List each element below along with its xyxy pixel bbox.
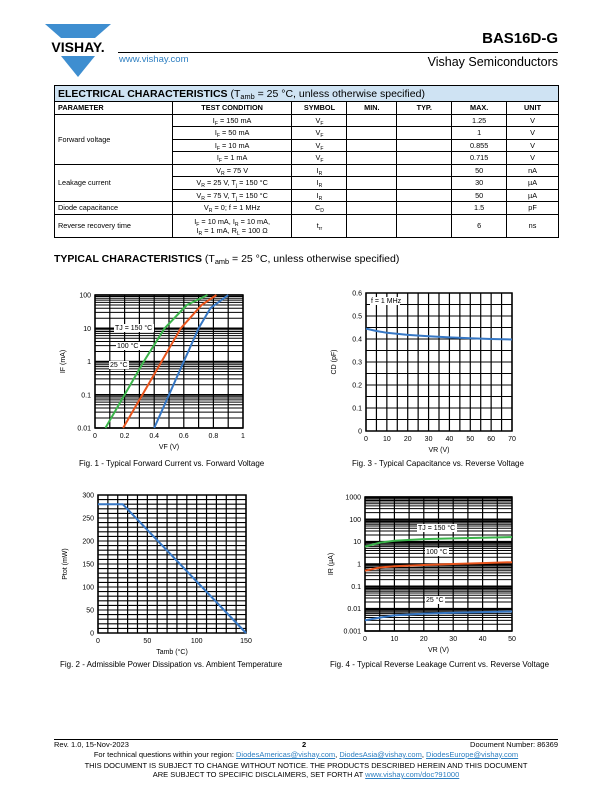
curve-annotation: TJ = 150 °C xyxy=(418,525,456,532)
fig4-caption: Fig. 4 - Typical Reverse Leakage Current vs. Reverse Voltage xyxy=(330,660,550,669)
curve-annotation: TJ = 150 °C xyxy=(115,325,153,332)
col-header-symbol: SYMBOL xyxy=(292,102,347,115)
max-value: 50 xyxy=(452,164,507,177)
x-tick-label: 10 xyxy=(382,436,391,443)
x-tick-label: 0.2 xyxy=(119,433,130,440)
table-row xyxy=(55,214,559,237)
unit: ns xyxy=(507,214,559,237)
param-diode-capacitance: Diode capacitance xyxy=(55,202,173,215)
y-tick-label: 1 xyxy=(87,359,91,366)
x-tick-label: 0.8 xyxy=(208,433,219,440)
condition: $V_R = 75$ V, $T_j = 150$ °C xyxy=(172,189,292,202)
symbol: $V_F$ xyxy=(292,152,347,165)
x-tick-label: 100 xyxy=(190,638,203,645)
curve-annotation: 25 °C xyxy=(110,362,128,369)
unit: pF xyxy=(507,202,559,215)
revision: Rev. 1.0, 15-Nov-2023 xyxy=(54,740,129,749)
x-tick-label: 0 xyxy=(93,433,97,440)
condition: $V_R = 75$ V xyxy=(172,164,292,177)
max-value: 0.855 xyxy=(452,139,507,152)
disclaimer-link[interactable]: www.vishay.com/doc?91000 xyxy=(365,770,460,779)
x-tick-label: 30 xyxy=(424,436,433,443)
x-tick-label: 0 xyxy=(96,638,100,645)
x-tick-label: 70 xyxy=(508,436,516,443)
x-tick-label: 150 xyxy=(240,638,252,645)
email-americas-link[interactable]: DiodesAmericas@vishay.com xyxy=(236,750,336,759)
condition: $I_F = 1$ mA xyxy=(172,152,292,165)
y-tick-label: 0.5 xyxy=(352,313,362,321)
param-reverse-recovery-time: Reverse recovery time xyxy=(55,214,173,237)
table-row xyxy=(55,202,559,215)
y-tick-label: 100 xyxy=(79,292,91,300)
y-axis-label: Ptot (mW) xyxy=(62,548,69,580)
x-tick-label: 0.6 xyxy=(178,433,189,440)
unit: V xyxy=(507,152,559,165)
y-tick-label: 10 xyxy=(353,539,361,547)
max-value: 0.715 xyxy=(452,152,507,165)
symbol: $V_F$ xyxy=(292,127,347,140)
chart-grid xyxy=(366,293,512,431)
disclaimer-line-1: THIS DOCUMENT IS SUBJECT TO CHANGE WITHOUT NOTICE. THE PRODUCTS DESCRIBED HEREIN AND THIS DOCUMENT xyxy=(84,761,528,770)
electrical-characteristics-table xyxy=(54,85,559,238)
y-tick-label: 1 xyxy=(357,561,361,569)
max-value: 1.25 xyxy=(452,114,507,127)
y-tick-label: 0.6 xyxy=(352,290,362,298)
curve-annotation: 100 °C xyxy=(117,343,139,350)
y-tick-label: 0 xyxy=(90,630,94,638)
symbol: $I_R$ xyxy=(292,164,347,177)
y-tick-label: 0.3 xyxy=(352,359,362,367)
y-tick-label: 150 xyxy=(82,561,94,569)
col-header-test-condition: TEST CONDITION xyxy=(172,102,292,115)
symbol: $t_{rr}$ xyxy=(292,214,347,237)
unit: V xyxy=(507,114,559,127)
symbol: $C_D$ xyxy=(292,202,347,215)
condition: $V_R = 0$; f = 1 MHz xyxy=(172,202,292,215)
document-number: Document Number: 86369 xyxy=(470,740,558,749)
x-tick-label: 0.4 xyxy=(149,433,160,440)
symbol: $I_R$ xyxy=(292,177,347,190)
y-axis-label: CD (pF) xyxy=(331,349,338,375)
x-tick-label: 10 xyxy=(390,636,399,643)
x-tick-label: 50 xyxy=(508,636,516,643)
y-tick-label: 0.1 xyxy=(81,392,91,400)
curve-annotation: f = 1 MHz xyxy=(371,298,402,305)
curve-annotation: 25 °C xyxy=(426,597,444,604)
fig3-caption: Fig. 3 - Typical Capacitance vs. Reverse Voltage xyxy=(352,459,524,468)
disclaimer-line-2: ARE SUBJECT TO SPECIFIC DISCLAIMERS, SET FORTH AT www.vishay.com/doc?91000 xyxy=(152,770,460,779)
svg-text:VISHAY.: VISHAY. xyxy=(51,39,105,55)
x-tick-label: 20 xyxy=(403,436,412,443)
company-name: Vishay Semiconductors xyxy=(427,55,558,69)
y-tick-label: 0.01 xyxy=(347,606,361,614)
x-axis-label: Tamb (°C) xyxy=(156,649,188,656)
y-tick-label: 100 xyxy=(82,584,94,592)
symbol: $I_R$ xyxy=(292,189,347,202)
page-number: 2 xyxy=(302,740,307,749)
max-value: 1.5 xyxy=(452,202,507,215)
y-tick-label: 1000 xyxy=(345,494,361,502)
y-tick-label: 0.001 xyxy=(343,628,361,636)
x-tick-label: 1 xyxy=(241,433,245,440)
x-axis-label: VR (V) xyxy=(428,447,450,454)
condition: $I_F = 150$ mA xyxy=(172,114,292,127)
y-tick-label: 0.01 xyxy=(77,425,91,433)
y-tick-label: 10 xyxy=(83,325,91,333)
y-tick-label: 50 xyxy=(86,607,94,615)
param-forward-voltage: Forward voltage xyxy=(55,114,173,164)
condition: $I_F = 50$ mA xyxy=(172,127,292,140)
x-axis-label: VR (V) xyxy=(428,647,449,654)
symbol: $V_F$ xyxy=(292,139,347,152)
tech-questions-line: For technical questions within your region: DiodesAmericas@vishay.com, DiodesAsia@vishay.com, DiodesEurope@vishay.com xyxy=(93,750,519,759)
chart-grid xyxy=(98,495,246,633)
typical-characteristics-title: TYPICAL CHARACTERISTICS ($T_{amb} = 25$ °C, unless otherwise specified) xyxy=(54,253,400,266)
col-header-unit: UNIT xyxy=(507,102,559,115)
unit: V xyxy=(507,139,559,152)
website-link[interactable]: www.vishay.com xyxy=(119,54,189,65)
y-tick-label: 0 xyxy=(358,428,362,436)
col-header-max: MAX. xyxy=(452,102,507,115)
x-tick-label: 20 xyxy=(419,636,428,643)
y-tick-label: 300 xyxy=(82,492,94,500)
header-divider xyxy=(118,52,558,53)
max-value: 1 xyxy=(452,127,507,140)
unit: V xyxy=(507,127,559,140)
x-axis-label: VF (V) xyxy=(158,444,180,451)
unit: µA xyxy=(507,177,559,190)
x-tick-label: 50 xyxy=(466,436,475,443)
y-tick-label: 0.1 xyxy=(352,405,362,413)
fig3-capacitance-chart xyxy=(330,288,530,453)
condition: $I_F = 10$ mA xyxy=(172,139,292,152)
table-row xyxy=(55,114,559,127)
col-header-typ: TYP. xyxy=(397,102,452,115)
col-header-parameter: PARAMETER xyxy=(55,102,173,115)
table-header-row xyxy=(55,102,559,115)
fig2-caption: Fig. 2 - Admissible Power Dissipation vs. Ambient Temperature xyxy=(60,660,283,669)
max-value: 6 xyxy=(452,214,507,237)
x-tick-label: 0 xyxy=(363,636,367,643)
curve-annotation: 100 °C xyxy=(426,549,448,556)
condition: $I_F = 10$ mA, $I_R = 10$ mA, $I_R = 1$ mA, $R_L = 100$ Ω xyxy=(172,214,292,237)
x-tick-label: 30 xyxy=(449,636,458,643)
y-tick-label: 250 xyxy=(82,515,94,523)
y-axis-label: IR (µA) xyxy=(328,552,335,576)
x-tick-label: 60 xyxy=(487,436,496,443)
email-europe-link[interactable]: DiodesEurope@vishay.com xyxy=(426,750,519,759)
y-axis-label: IF (mA) xyxy=(60,349,67,374)
table-row xyxy=(55,164,559,177)
fig4-reverse-leakage-chart xyxy=(325,488,525,653)
fig1-caption: Fig. 1 - Typical Forward Current vs. Forward Voltage xyxy=(79,459,265,468)
y-tick-label: 0.4 xyxy=(352,336,362,344)
symbol: $V_F$ xyxy=(292,114,347,127)
y-tick-label: 0.1 xyxy=(351,583,361,591)
x-tick-label: 50 xyxy=(143,638,152,645)
col-header-min: MIN. xyxy=(347,102,397,115)
table-title: ELECTRICAL CHARACTERISTICS xyxy=(58,87,228,100)
max-value: 30 xyxy=(452,177,507,190)
x-tick-label: 40 xyxy=(478,636,487,643)
unit: µA xyxy=(507,189,559,202)
x-tick-label: 40 xyxy=(445,436,454,443)
part-number: BAS16D-G xyxy=(482,30,558,47)
max-value: 50 xyxy=(452,189,507,202)
y-tick-label: 0.2 xyxy=(352,382,362,390)
condition: $V_R = 25$ V, $T_j = 150$ °C xyxy=(172,177,292,190)
table-title-band: ELECTRICAL CHARACTERISTICS ($T_{amb} = 25$ °C, unless otherwise specified) xyxy=(55,86,559,102)
email-asia-link[interactable]: DiodesAsia@vishay.com xyxy=(339,750,422,759)
vishay-logo xyxy=(43,22,113,78)
x-tick-label: 0 xyxy=(364,436,368,443)
fig1-forward-current-chart xyxy=(55,288,255,453)
param-leakage-current: Leakage current xyxy=(55,164,173,202)
y-tick-label: 100 xyxy=(349,516,361,524)
fig2-power-dissipation-chart xyxy=(55,488,265,656)
unit: nA xyxy=(507,164,559,177)
y-tick-label: 200 xyxy=(82,538,94,546)
